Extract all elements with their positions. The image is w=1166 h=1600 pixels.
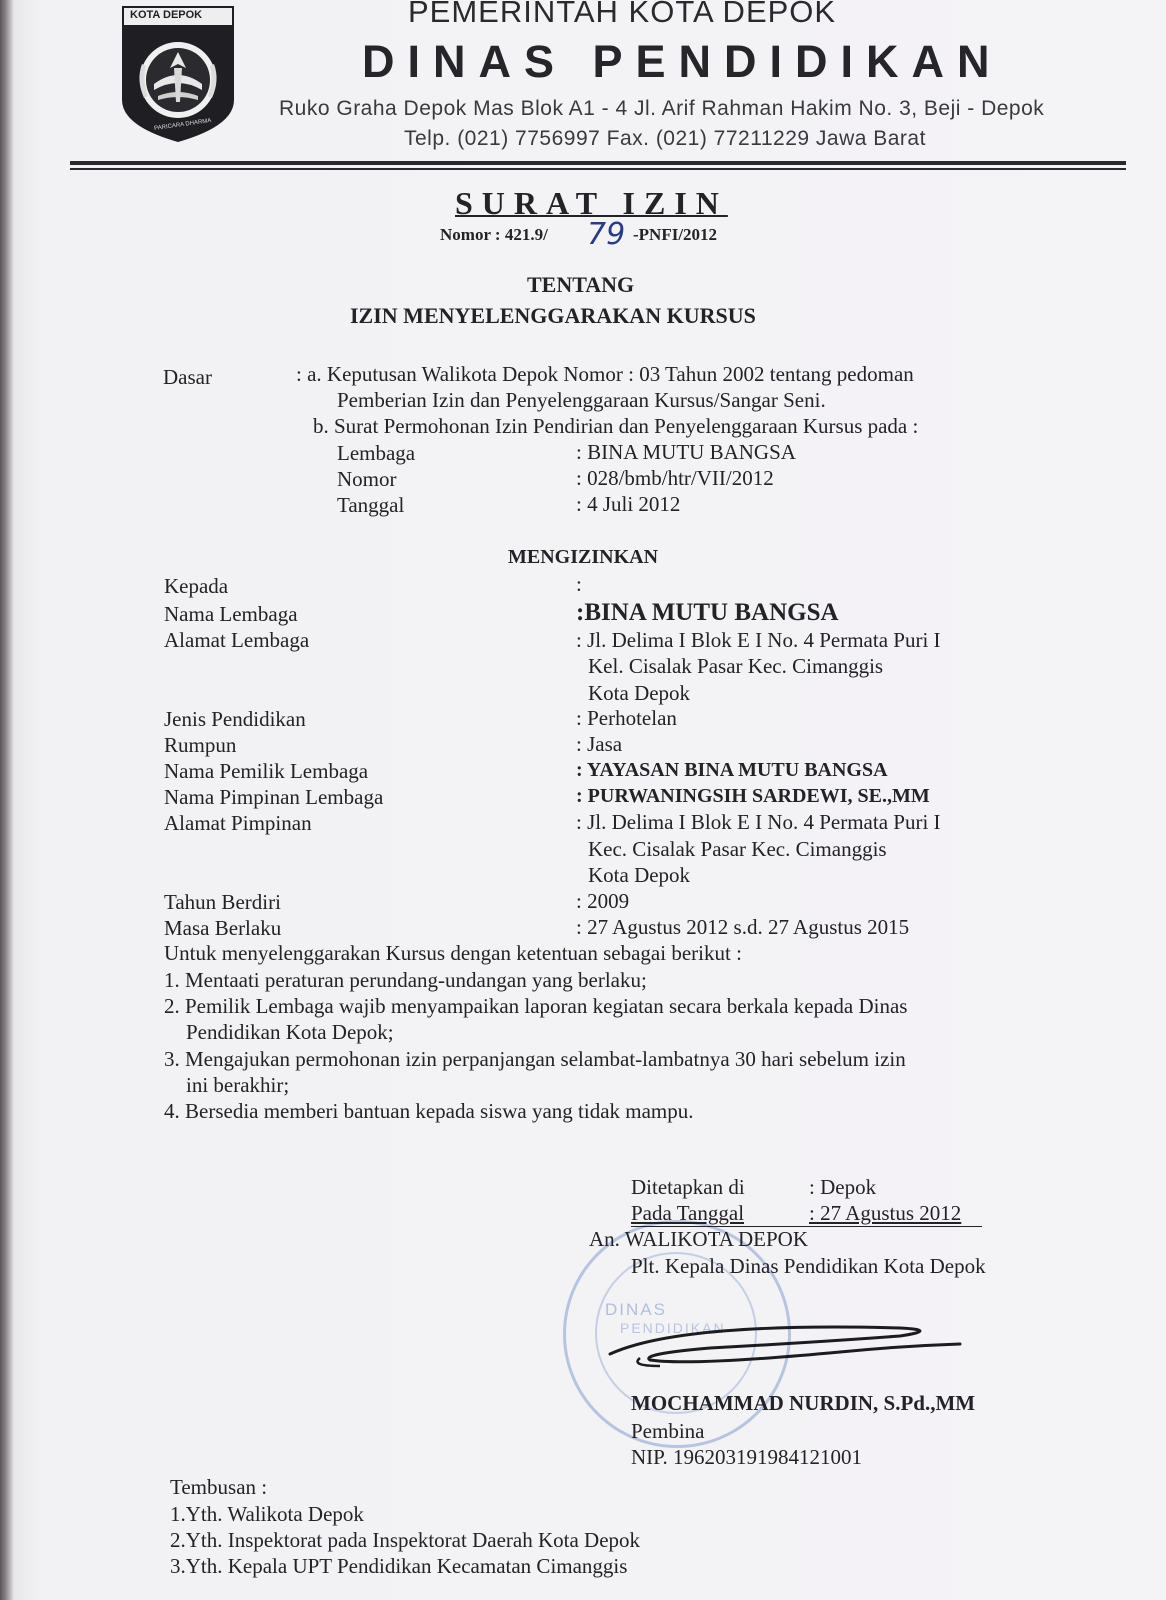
alamat-pimpinan-label: Alamat Pimpinan [164, 811, 312, 835]
cc-item: 2.Yth. Inspektorat pada Inspektorat Daerah Kota Depok [170, 1528, 641, 1552]
nama-lembaga-label: Nama Lembaga [164, 602, 298, 626]
dasar-tanggal-label: Tanggal [337, 493, 405, 517]
header-divider-thin [70, 168, 1126, 170]
grant-heading: MENGIZINKAN [508, 546, 659, 568]
header-divider-thick [70, 161, 1126, 165]
masa-berlaku-label: Masa Berlaku [164, 916, 282, 940]
condition-3-line1: 3. Mengajukan permohonan izin perpanjangan selambat-lambatnya 30 hari sebelum izin [164, 1047, 906, 1071]
handwritten-signature [600, 1314, 980, 1374]
condition-2-line2: Pendidikan Kota Depok; [186, 1020, 394, 1044]
nama-lembaga-value: :BINA MUTU BANGSA [576, 599, 839, 626]
alamat-lembaga-line1: : Jl. Delima I Blok E I No. 4 Permata Puri I [576, 628, 941, 652]
letterhead-contact: Telp. (021) 7756997 Fax. (021) 77211229 Jawa Barat [404, 127, 926, 150]
cc-item: 1.Yth. Walikota Depok [170, 1502, 364, 1526]
dasar-tanggal-value: : 4 Juli 2012 [576, 492, 681, 516]
alamat-pimpinan-line2: Kec. Cisalak Pasar Kec. Cimanggis [588, 837, 887, 861]
dasar-nomor-value: : 028/bmb/htr/VII/2012 [576, 466, 774, 490]
tanggal-value: : 27 Agustus 2012 [809, 1201, 962, 1225]
pimpinan-label: Nama Pimpinan Lembaga [164, 785, 384, 809]
alamat-lembaga-line2: Kel. Cisalak Pasar Kec. Cimanggis [588, 654, 884, 678]
dasar-label: Dasar [163, 365, 212, 389]
condition-3-line2: ini berakhir; [186, 1073, 290, 1097]
stamp-text: DINAS [605, 1300, 667, 1319]
pemilik-value: : YAYASAN BINA MUTU BANGSA [576, 759, 888, 781]
letterhead-address: Ruko Graha Depok Mas Blok A1 - 4 Jl. Arif Rahman Hakim No. 3, Beji - Depok [279, 97, 1045, 120]
signatory-nip: NIP. 196203191984121001 [631, 1445, 863, 1469]
alamat-lembaga-label: Alamat Lembaga [164, 628, 310, 652]
alamat-pimpinan-line1: : Jl. Delima I Blok E I No. 4 Permata Puri I [576, 810, 941, 834]
conditions-intro: Untuk menyelenggarakan Kursus dengan ketentuan sebagai berikut : [164, 941, 742, 965]
signatory-rank: Pembina [631, 1419, 705, 1443]
dasar-a-line1: : a. Keputusan Walikota Depok Nomor : 03 Tahun 2002 tentang pedoman [296, 362, 914, 386]
dasar-a-line2: Pemberian Izin dan Penyelenggaraan Kursus/Sangar Seni. [337, 388, 826, 412]
cc-label: Tembusan : [170, 1475, 268, 1499]
jenis-pendidikan-value: : Perhotelan [576, 706, 677, 730]
signatory-name: MOCHAMMAD NURDIN, S.Pd.,MM [631, 1391, 976, 1415]
dasar-lembaga-value: : BINA MUTU BANGSA [576, 440, 796, 464]
pemilik-label: Nama Pemilik Lembaga [164, 759, 369, 783]
signature-an: An. WALIKOTA DEPOK [589, 1227, 809, 1251]
rumpun-label: Rumpun [164, 733, 237, 757]
kepada-label: Kepada [164, 574, 229, 598]
signature-position: Plt. Kepala Dinas Pendidikan Kota Depok [631, 1254, 986, 1278]
condition-1: 1. Mentaati peraturan perundang-undangan yang berlaku; [164, 968, 647, 992]
document-number-prefix: Nomor : 421.9/ [440, 225, 548, 244]
document-number-suffix: -PNFI/2012 [633, 225, 718, 244]
jenis-pendidikan-label: Jenis Pendidikan [164, 707, 306, 731]
masa-berlaku-value: : 27 Agustus 2012 s.d. 27 Agustus 2015 [576, 915, 910, 939]
logo-label: KOTA DEPOK [130, 9, 203, 21]
subject-heading: TENTANG [527, 272, 635, 297]
alamat-pimpinan-line3: Kota Depok [588, 863, 691, 887]
tanggal-label: Pada Tanggal [631, 1201, 745, 1225]
cc-item: 3.Yth. Kepala UPT Pendidikan Kecamatan Cimanggis [170, 1554, 628, 1578]
tahun-berdiri-label: Tahun Berdiri [164, 890, 281, 914]
kepada-value: : [576, 572, 582, 596]
ditetapkan-label: Ditetapkan di [631, 1175, 745, 1199]
document-number-handwritten: 79 [587, 217, 626, 252]
city-emblem-logo [118, 4, 238, 144]
subject-title: IZIN MENYELENGGARAKAN KURSUS [350, 303, 756, 328]
document-title: SURAT IZIN [455, 185, 728, 221]
pimpinan-value: : PURWANINGSIH SARDEWI, SE.,MM [576, 785, 930, 807]
letterhead-government: PEMERINTAH KOTA DEPOK [408, 0, 837, 29]
condition-2-line1: 2. Pemilik Lembaga wajib menyampaikan laporan kegiatan secara berkala kepada Dinas [164, 994, 908, 1018]
ditetapkan-value: : Depok [809, 1175, 877, 1199]
dasar-nomor-label: Nomor [337, 467, 397, 491]
condition-4: 4. Bersedia memberi bantuan kepada siswa yang tidak mampu. [164, 1099, 694, 1123]
letterhead-agency: DINAS PENDIDIKAN [362, 36, 1003, 87]
alamat-lembaga-line3: Kota Depok [588, 681, 691, 705]
dasar-b-line1: b. Surat Permohonan Izin Pendirian dan Penyelenggaraan Kursus pada : [313, 414, 919, 438]
tahun-berdiri-value: : 2009 [576, 889, 630, 913]
stamp-text-2: PENDIDIKAN [620, 1320, 726, 1336]
rumpun-value: : Jasa [576, 732, 623, 756]
dasar-lembaga-label: Lembaga [337, 441, 416, 465]
logo-motto: PARICARA DHARMA [153, 118, 212, 132]
